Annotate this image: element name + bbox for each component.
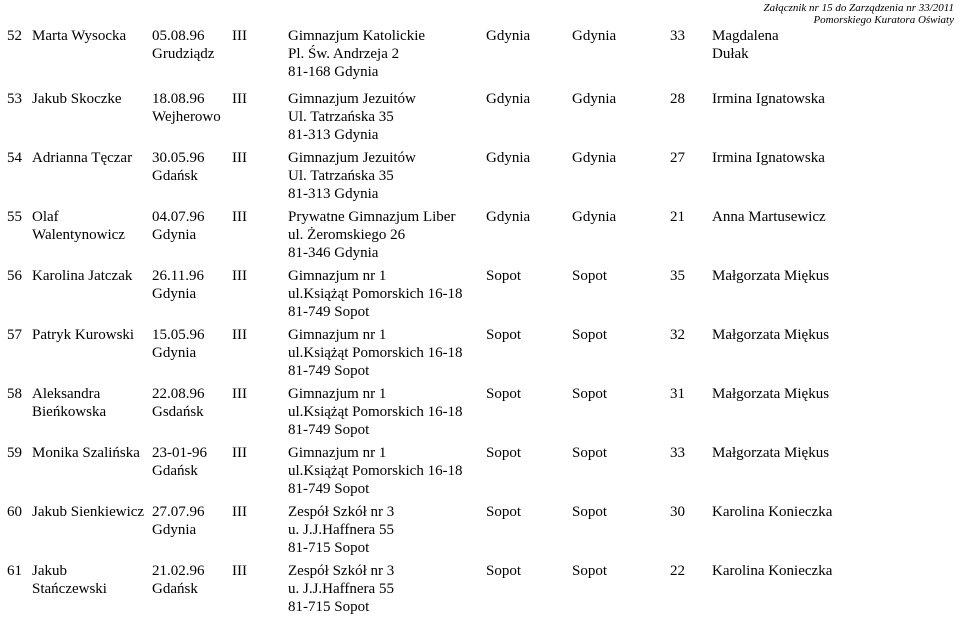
class-level: III bbox=[232, 268, 247, 284]
row-number: 53 bbox=[7, 91, 22, 107]
student-name-line: Karolina Jatczak bbox=[32, 268, 133, 284]
class-level: III bbox=[232, 28, 247, 44]
cell-school bbox=[288, 444, 486, 503]
cell-points bbox=[670, 562, 712, 621]
cell-birth bbox=[150, 267, 232, 326]
school-address-line: ul.Książąt Pomorskich 16-18 bbox=[288, 463, 463, 479]
school-address-line: 81-715 Sopot bbox=[288, 599, 370, 615]
cell-class bbox=[232, 149, 288, 208]
cell-school bbox=[288, 0, 486, 90]
cell-teacher bbox=[712, 385, 960, 444]
points: 28 bbox=[670, 91, 685, 107]
cell-points bbox=[670, 326, 712, 385]
cell-number bbox=[0, 326, 28, 385]
school-address-line: 81-346 Gdynia bbox=[288, 245, 379, 261]
cell-county bbox=[572, 562, 670, 621]
student-name-line: Jakub Skoczke bbox=[32, 91, 122, 107]
school-city: Sopot bbox=[486, 268, 522, 284]
cell-teacher bbox=[712, 0, 960, 90]
school-city: Gdynia bbox=[486, 209, 531, 225]
school-address-line: 81-313 Gdynia bbox=[288, 186, 379, 202]
cell-county bbox=[572, 0, 670, 90]
school-address-line: ul.Książąt Pomorskich 16-18 bbox=[288, 286, 463, 302]
cell-school-city bbox=[486, 326, 572, 385]
header-line-1: Załącznik nr 15 do Zarządzenia nr 33/2011 bbox=[763, 2, 954, 14]
cell-school bbox=[288, 149, 486, 208]
cell-number bbox=[0, 267, 28, 326]
school-address-line: 81-168 Gdynia bbox=[288, 64, 379, 80]
points: 35 bbox=[670, 268, 685, 284]
cell-points bbox=[670, 503, 712, 562]
teacher-name-line: Irmina Ignatowska bbox=[712, 91, 825, 107]
class-level: III bbox=[232, 386, 247, 402]
row-number: 54 bbox=[7, 150, 22, 166]
cell-class bbox=[232, 326, 288, 385]
cell-student-name bbox=[28, 208, 150, 267]
points: 31 bbox=[670, 386, 685, 402]
birth-date: 23-01-96 bbox=[152, 445, 207, 461]
school-address-line: Gimnazjum nr 1 bbox=[288, 386, 387, 402]
student-name-line: Marta Wysocka bbox=[32, 28, 127, 44]
birth-date: 15.05.96 bbox=[152, 327, 205, 343]
cell-birth bbox=[150, 0, 232, 90]
cell-number bbox=[0, 90, 28, 149]
table-row bbox=[0, 208, 960, 267]
cell-birth bbox=[150, 90, 232, 149]
cell-number bbox=[0, 562, 28, 621]
school-address-line: 81-749 Sopot bbox=[288, 422, 370, 438]
table-row bbox=[0, 503, 960, 562]
cell-class bbox=[232, 503, 288, 562]
school-city: Sopot bbox=[486, 327, 522, 343]
cell-birth bbox=[150, 385, 232, 444]
points: 32 bbox=[670, 327, 685, 343]
school-city: Sopot bbox=[486, 445, 522, 461]
cell-birth bbox=[150, 444, 232, 503]
birth-place: Gdynia bbox=[152, 227, 197, 243]
student-name-line: Walentynowicz bbox=[32, 227, 125, 243]
points: 33 bbox=[670, 28, 685, 44]
cell-county bbox=[572, 326, 670, 385]
cell-school bbox=[288, 326, 486, 385]
school-address-line: 81-715 Sopot bbox=[288, 540, 370, 556]
teacher-name-line: Anna Martusewicz bbox=[712, 209, 826, 225]
county: Gdynia bbox=[572, 91, 617, 107]
teacher-name-line: Magdalena bbox=[712, 28, 779, 44]
cell-school bbox=[288, 90, 486, 149]
birth-place: Gdańsk bbox=[152, 581, 198, 597]
class-level: III bbox=[232, 563, 247, 579]
school-city: Sopot bbox=[486, 563, 522, 579]
cell-number bbox=[0, 444, 28, 503]
cell-county bbox=[572, 444, 670, 503]
row-number: 60 bbox=[7, 504, 22, 520]
cell-class bbox=[232, 385, 288, 444]
cell-school-city bbox=[486, 385, 572, 444]
school-address-line: u. J.J.Haffnera 55 bbox=[288, 522, 394, 538]
cell-county bbox=[572, 385, 670, 444]
school-city: Gdynia bbox=[486, 91, 531, 107]
row-number: 58 bbox=[7, 386, 22, 402]
teacher-name-line: Małgorzata Miękus bbox=[712, 327, 830, 343]
birth-place: Gdańsk bbox=[152, 168, 198, 184]
cell-student-name bbox=[28, 267, 150, 326]
school-address-line: Zespół Szkół nr 3 bbox=[288, 504, 395, 520]
teacher-name-line: Dułak bbox=[712, 46, 749, 62]
class-level: III bbox=[232, 445, 247, 461]
points: 21 bbox=[670, 209, 685, 225]
cell-teacher bbox=[712, 208, 960, 267]
cell-student-name bbox=[28, 503, 150, 562]
birth-date: 26.11.96 bbox=[152, 268, 204, 284]
cell-teacher bbox=[712, 326, 960, 385]
county: Sopot bbox=[572, 268, 608, 284]
row-number: 55 bbox=[7, 209, 22, 225]
cell-teacher bbox=[712, 503, 960, 562]
class-level: III bbox=[232, 91, 247, 107]
student-name-line: Adrianna Tęczar bbox=[32, 150, 133, 166]
cell-points bbox=[670, 149, 712, 208]
class-level: III bbox=[232, 327, 247, 343]
school-address-line: Zespół Szkół nr 3 bbox=[288, 563, 395, 579]
cell-school-city bbox=[486, 208, 572, 267]
student-name-line: Jakub bbox=[32, 563, 67, 579]
county: Gdynia bbox=[572, 150, 617, 166]
teacher-name-line: Karolina Konieczka bbox=[712, 504, 833, 520]
cell-teacher bbox=[712, 90, 960, 149]
school-city: Sopot bbox=[486, 386, 522, 402]
cell-class bbox=[232, 208, 288, 267]
table-row bbox=[0, 0, 960, 90]
cell-county bbox=[572, 90, 670, 149]
school-address-line: ul.Książąt Pomorskich 16-18 bbox=[288, 404, 463, 420]
class-level: III bbox=[232, 504, 247, 520]
cell-school-city bbox=[486, 149, 572, 208]
county: Gdynia bbox=[572, 28, 617, 44]
birth-date: 21.02.96 bbox=[152, 563, 205, 579]
points: 22 bbox=[670, 563, 685, 579]
student-name-line: Olaf bbox=[32, 209, 59, 225]
row-number: 52 bbox=[7, 28, 22, 44]
cell-points bbox=[670, 267, 712, 326]
cell-teacher bbox=[712, 562, 960, 621]
teacher-name-line: Małgorzata Miękus bbox=[712, 268, 830, 284]
cell-county bbox=[572, 267, 670, 326]
cell-school bbox=[288, 562, 486, 621]
county: Sopot bbox=[572, 504, 608, 520]
birth-date: 27.07.96 bbox=[152, 504, 205, 520]
county: Sopot bbox=[572, 386, 608, 402]
cell-student-name bbox=[28, 444, 150, 503]
row-number: 59 bbox=[7, 445, 22, 461]
school-address-line: Gimnazjum Katolickie bbox=[288, 28, 426, 44]
cell-points bbox=[670, 208, 712, 267]
cell-number bbox=[0, 503, 28, 562]
school-address-line: u. J.J.Haffnera 55 bbox=[288, 581, 394, 597]
cell-student-name bbox=[28, 385, 150, 444]
cell-birth bbox=[150, 562, 232, 621]
school-address-line: Gimnazjum nr 1 bbox=[288, 445, 387, 461]
cell-class bbox=[232, 0, 288, 90]
table-row bbox=[0, 562, 960, 621]
cell-county bbox=[572, 503, 670, 562]
school-address-line: Gimnazjum nr 1 bbox=[288, 268, 387, 284]
birth-date: 05.08.96 bbox=[152, 28, 205, 44]
school-city: Gdynia bbox=[486, 28, 531, 44]
birth-date: 18.08.96 bbox=[152, 91, 205, 107]
table-row bbox=[0, 267, 960, 326]
cell-points bbox=[670, 444, 712, 503]
cell-class bbox=[232, 562, 288, 621]
cell-birth bbox=[150, 149, 232, 208]
birth-place: Gsdańsk bbox=[152, 404, 204, 420]
birth-place: Gdynia bbox=[152, 286, 197, 302]
cell-county bbox=[572, 208, 670, 267]
cell-birth bbox=[150, 208, 232, 267]
student-name-line: Aleksandra bbox=[32, 386, 101, 402]
row-number: 61 bbox=[7, 563, 22, 579]
cell-school-city bbox=[486, 503, 572, 562]
cell-number bbox=[0, 0, 28, 90]
cell-birth bbox=[150, 503, 232, 562]
cell-student-name bbox=[28, 149, 150, 208]
birth-date: 04.07.96 bbox=[152, 209, 205, 225]
cell-school-city bbox=[486, 444, 572, 503]
school-address-line: Gimnazjum nr 1 bbox=[288, 327, 387, 343]
school-city: Gdynia bbox=[486, 150, 531, 166]
county: Sopot bbox=[572, 445, 608, 461]
class-level: III bbox=[232, 150, 247, 166]
school-address-line: 81-749 Sopot bbox=[288, 481, 370, 497]
school-address-line: Prywatne Gimnazjum Liber bbox=[288, 209, 456, 225]
table-row bbox=[0, 90, 960, 149]
school-address-line: 81-749 Sopot bbox=[288, 304, 370, 320]
birth-place: Gdynia bbox=[152, 522, 197, 538]
cell-school-city bbox=[486, 90, 572, 149]
birth-date: 30.05.96 bbox=[152, 150, 205, 166]
cell-school bbox=[288, 208, 486, 267]
class-level: III bbox=[232, 209, 247, 225]
cell-student-name bbox=[28, 326, 150, 385]
student-name-line: Bieńkowska bbox=[32, 404, 107, 420]
table-row bbox=[0, 149, 960, 208]
student-name-line: Monika Szalińska bbox=[32, 445, 140, 461]
row-number: 57 bbox=[7, 327, 22, 343]
school-address-line: Gimnazjum Jezuitów bbox=[288, 150, 416, 166]
cell-school-city bbox=[486, 562, 572, 621]
table-row bbox=[0, 444, 960, 503]
student-name-line: Jakub Sienkiewicz bbox=[32, 504, 145, 520]
birth-place: Gdynia bbox=[152, 345, 197, 361]
header-line-2: Pomorskiego Kuratora Oświaty bbox=[813, 14, 954, 26]
cell-teacher bbox=[712, 149, 960, 208]
county: Sopot bbox=[572, 327, 608, 343]
cell-class bbox=[232, 444, 288, 503]
row-number: 56 bbox=[7, 268, 22, 284]
cell-class bbox=[232, 90, 288, 149]
table-row bbox=[0, 326, 960, 385]
cell-points bbox=[670, 90, 712, 149]
cell-class bbox=[232, 267, 288, 326]
points: 27 bbox=[670, 150, 685, 166]
cell-school-city bbox=[486, 267, 572, 326]
student-name-line: Stańczewski bbox=[32, 581, 107, 597]
cell-school bbox=[288, 385, 486, 444]
cell-student-name bbox=[28, 562, 150, 621]
cell-county bbox=[572, 149, 670, 208]
student-name-line: Patryk Kurowski bbox=[32, 327, 135, 343]
teacher-name-line: Irmina Ignatowska bbox=[712, 150, 825, 166]
birth-place: Wejherowo bbox=[152, 109, 221, 125]
school-address-line: Pl. Św. Andrzeja 2 bbox=[288, 46, 400, 62]
birth-place: Grudziądz bbox=[152, 46, 215, 62]
table-row bbox=[0, 385, 960, 444]
school-address-line: ul. Żeromskiego 26 bbox=[288, 227, 406, 243]
cell-student-name bbox=[28, 0, 150, 90]
cell-school bbox=[288, 267, 486, 326]
cell-points bbox=[670, 0, 712, 90]
school-address-line: Gimnazjum Jezuitów bbox=[288, 91, 416, 107]
teacher-name-line: Karolina Konieczka bbox=[712, 563, 833, 579]
school-address-line: ul.Książąt Pomorskich 16-18 bbox=[288, 345, 463, 361]
points: 33 bbox=[670, 445, 685, 461]
school-address-line: 81-749 Sopot bbox=[288, 363, 370, 379]
cell-points bbox=[670, 385, 712, 444]
cell-school bbox=[288, 503, 486, 562]
county: Sopot bbox=[572, 563, 608, 579]
cell-number bbox=[0, 385, 28, 444]
cell-number bbox=[0, 149, 28, 208]
cell-number bbox=[0, 208, 28, 267]
cell-birth bbox=[150, 326, 232, 385]
teacher-name-line: Małgorzata Miękus bbox=[712, 386, 830, 402]
birth-date: 22.08.96 bbox=[152, 386, 205, 402]
county: Gdynia bbox=[572, 209, 617, 225]
cell-teacher bbox=[712, 267, 960, 326]
teacher-name-line: Małgorzata Miękus bbox=[712, 445, 830, 461]
school-address-line: Ul. Tatrzańska 35 bbox=[288, 168, 394, 184]
birth-place: Gdańsk bbox=[152, 463, 198, 479]
points: 30 bbox=[670, 504, 685, 520]
school-city: Sopot bbox=[486, 504, 522, 520]
cell-school-city bbox=[486, 0, 572, 90]
cell-student-name bbox=[28, 90, 150, 149]
school-address-line: Ul. Tatrzańska 35 bbox=[288, 109, 394, 125]
school-address-line: 81-313 Gdynia bbox=[288, 127, 379, 143]
cell-teacher bbox=[712, 444, 960, 503]
